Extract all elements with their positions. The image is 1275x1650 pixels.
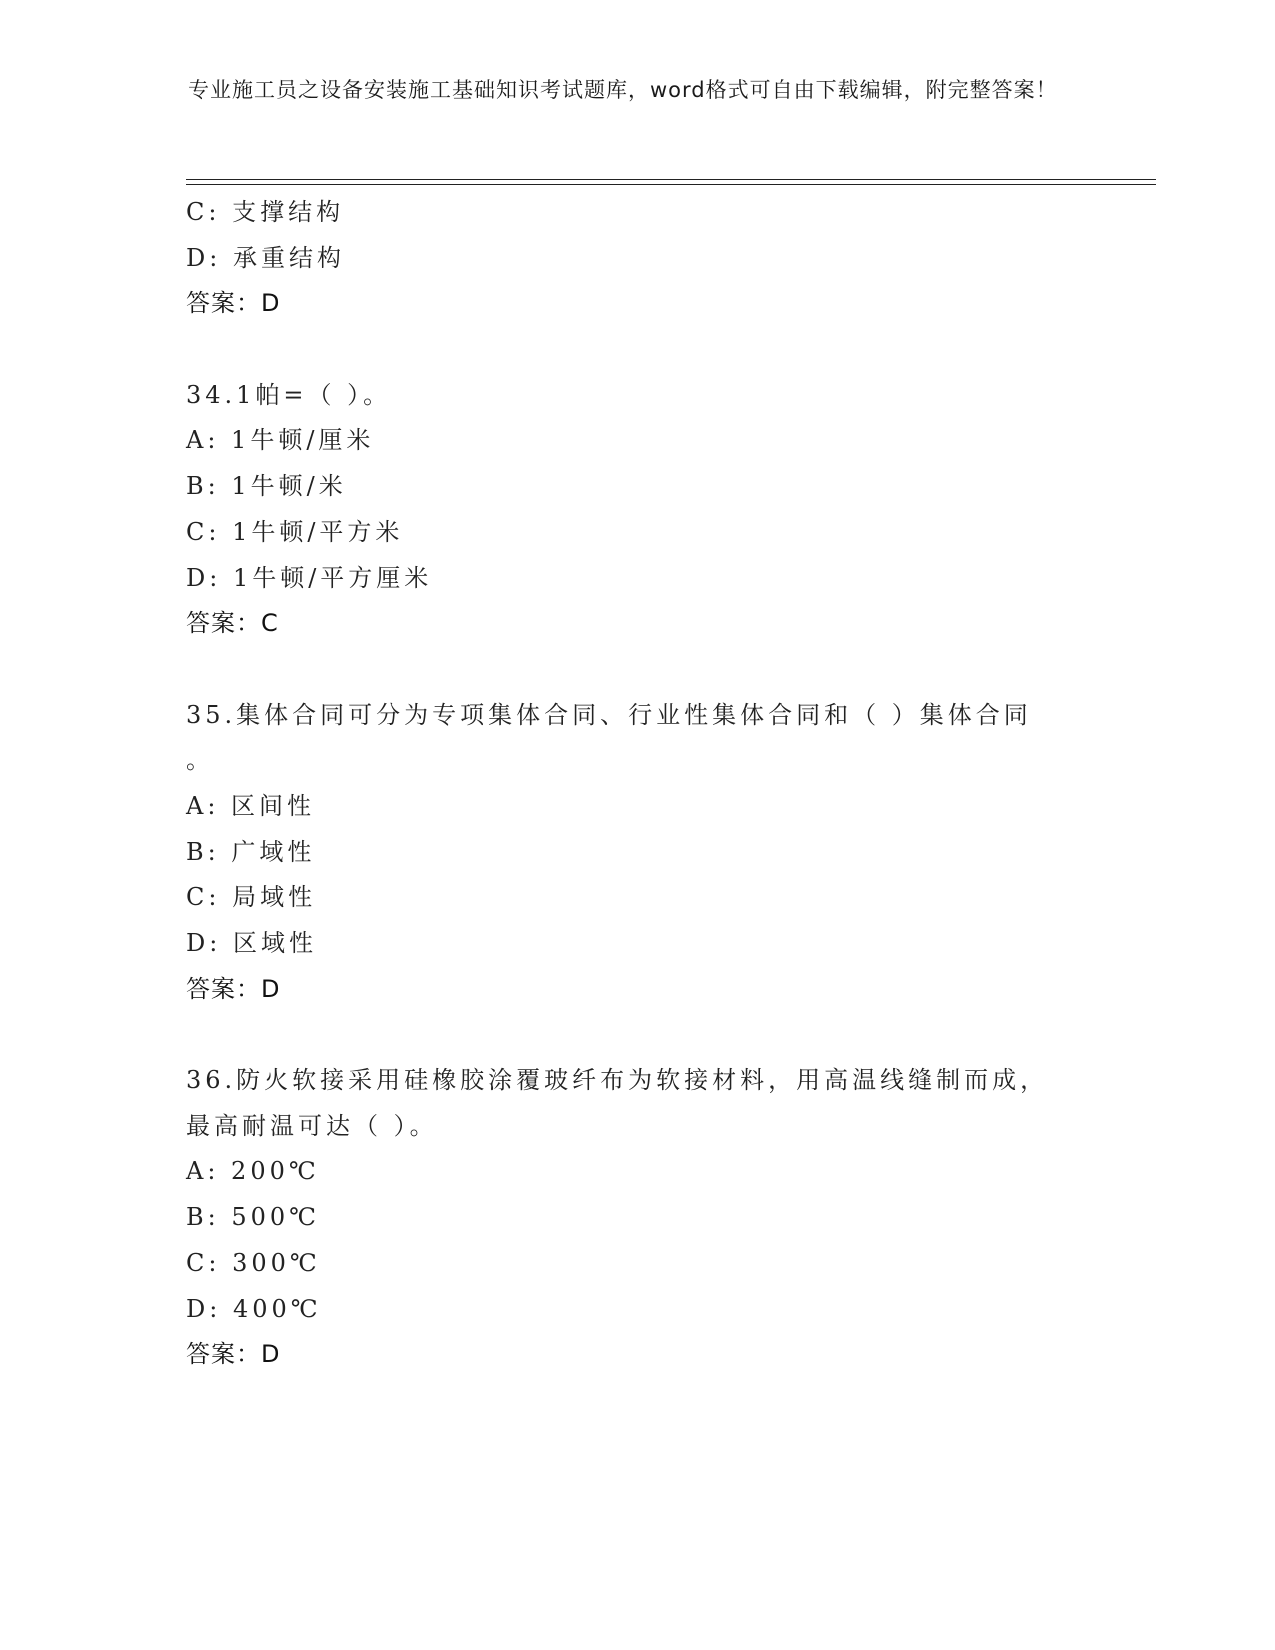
- q34-option-b: B: 1牛顿/米: [186, 472, 347, 501]
- q35-option-a: A: 区间性: [186, 791, 316, 820]
- header-rule-top: [186, 179, 1156, 180]
- q36-question-line2: 最高耐温可达（ ）。: [186, 1111, 438, 1140]
- spacer: [186, 1012, 1086, 1058]
- q33-option-c: C: 支撑结构: [186, 198, 345, 226]
- q36-answer: 答案：D: [186, 1340, 281, 1369]
- q35-question-line2: 。: [186, 746, 214, 775]
- header-rule-bottom: [186, 184, 1156, 185]
- q36-option-b: B: 500℃: [186, 1203, 321, 1232]
- question-list: [186, 190, 1086, 1378]
- q35-option-b: B: 广域性: [186, 837, 316, 866]
- q34-option-d: D: 1牛顿/平方厘米: [186, 563, 433, 592]
- q35-option-c: C: 局域性: [186, 883, 317, 912]
- q33-answer: 答案：D: [186, 289, 281, 318]
- q36-option-a: A: 200℃: [186, 1157, 320, 1186]
- q34-option-c: C: 1牛顿/平方米: [186, 517, 404, 546]
- q35-answer: 答案：D: [186, 974, 281, 1003]
- q34-question: 34.1帕=（ ）。: [186, 380, 392, 409]
- q36-question-line1: 36.防火软接采用硅橡胶涂覆玻纤布为软接材料，用高温线缝制而成，: [186, 1066, 1049, 1095]
- spacer: [186, 647, 1086, 693]
- q33-option-d: D: 承重结构: [186, 243, 345, 272]
- q36-option-c: C: 300℃: [186, 1248, 321, 1277]
- q35-question-line1: 35.集体合同可分为专项集体合同、行业性集体合同和（ ）集体合同: [186, 700, 1032, 729]
- q36-option-d: D: 400℃: [186, 1294, 322, 1323]
- q34-answer: 答案：C: [186, 609, 279, 638]
- q35-option-d: D: 区域性: [186, 929, 317, 957]
- q34-option-a: A: 1牛顿/厘米: [186, 426, 375, 455]
- spacer: [186, 327, 1086, 373]
- document-header: 专业施工员之设备安装施工基础知识考试题库，word格式可自由下载编辑，附完整答案！: [188, 78, 1058, 102]
